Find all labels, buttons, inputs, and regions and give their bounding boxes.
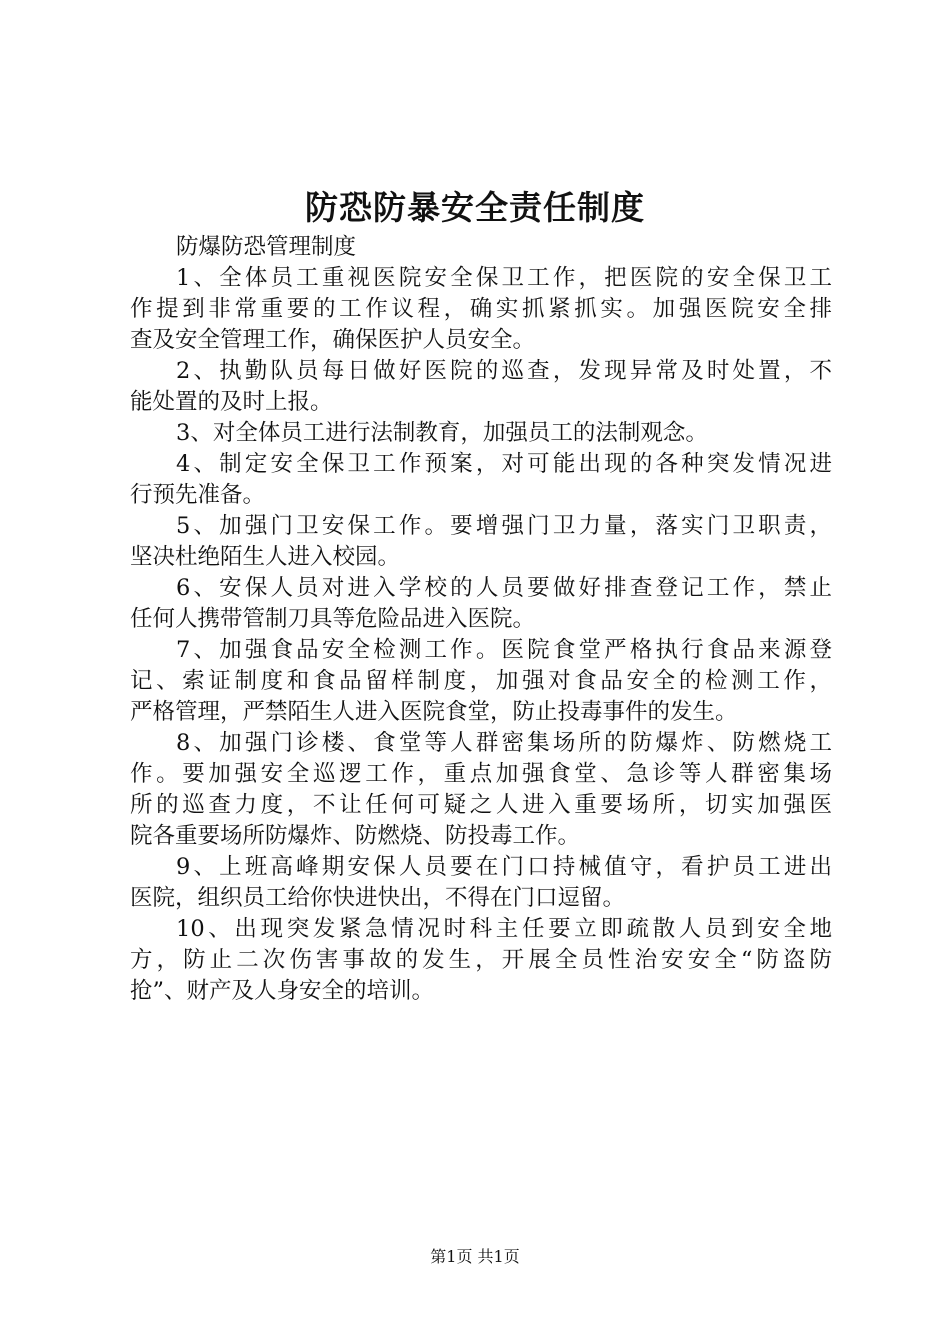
body-line: 所的巡查力度，不让任何可疑之人进入重要场所，切实加强医 [130, 792, 832, 818]
body-line: 6、安保人员对进入学校的人员要做好排查登记工作，禁止 [176, 575, 832, 601]
body-line: 抢”、财产及人身安全的培训。 [130, 978, 435, 1004]
body-line: 3、对全体员工进行法制教育，加强员工的法制观念。 [176, 420, 708, 446]
body-line: 查及安全管理工作，确保医护人员安全。 [130, 327, 536, 353]
body-line: 严格管理，严禁陌生人进入医院食堂，防止投毒事件的发生。 [130, 699, 738, 725]
body-line: 医院，组织员工给你快进快出，不得在门口逗留。 [130, 885, 626, 911]
body-line: 4、制定安全保卫工作预案，对可能出现的各种突发情况进 [176, 451, 832, 477]
page-footer: 第1页 共1页 [430, 1247, 520, 1266]
body-line: 作提到非常重要的工作议程，确实抓紧抓实。加强医院安全排 [130, 296, 832, 322]
body-line: 任何人携带管制刀具等危险品进入医院。 [130, 606, 536, 632]
body-line: 能处置的及时上报。 [130, 389, 333, 415]
body-line: 7、加强食品安全检测工作。医院食堂严格执行食品来源登 [176, 637, 832, 663]
body-line: 9、上班高峰期安保人员要在门口持械值守，看护员工进出 [176, 854, 832, 880]
body-line: 2、执勤队员每日做好医院的巡查，发现异常及时处置，不 [176, 358, 832, 384]
body-line: 8、加强门诊楼、食堂等人群密集场所的防爆炸、防燃烧工 [176, 730, 832, 756]
body-line: 10、出现突发紧急情况时科主任要立即疏散人员到安全地 [176, 916, 832, 942]
body-line: 记、索证制度和食品留样制度，加强对食品安全的检测工作， [130, 668, 832, 694]
body-line: 行预先准备。 [130, 482, 266, 508]
body-line: 作。要加强安全巡逻工作，重点加强食堂、急诊等人群密集场 [130, 761, 832, 787]
body-line: 方，防止二次伤害事故的发生，开展全员性治安安全“防盗防 [130, 947, 832, 973]
body-line: 防爆防恐管理制度 [176, 234, 357, 260]
body-line: 5、加强门卫安保工作。要增强门卫力量，落实门卫职责， [176, 513, 832, 539]
document-body [130, 232, 832, 1007]
body-line: 院各重要场所防爆炸、防燃烧、防投毒工作。 [130, 823, 581, 849]
page-title: 防恐防暴安全责任制度 [305, 188, 645, 227]
body-line: 坚决杜绝陌生人进入校园。 [130, 544, 401, 570]
body-line: 1、全体员工重视医院安全保卫工作，把医院的安全保卫工 [176, 265, 832, 291]
